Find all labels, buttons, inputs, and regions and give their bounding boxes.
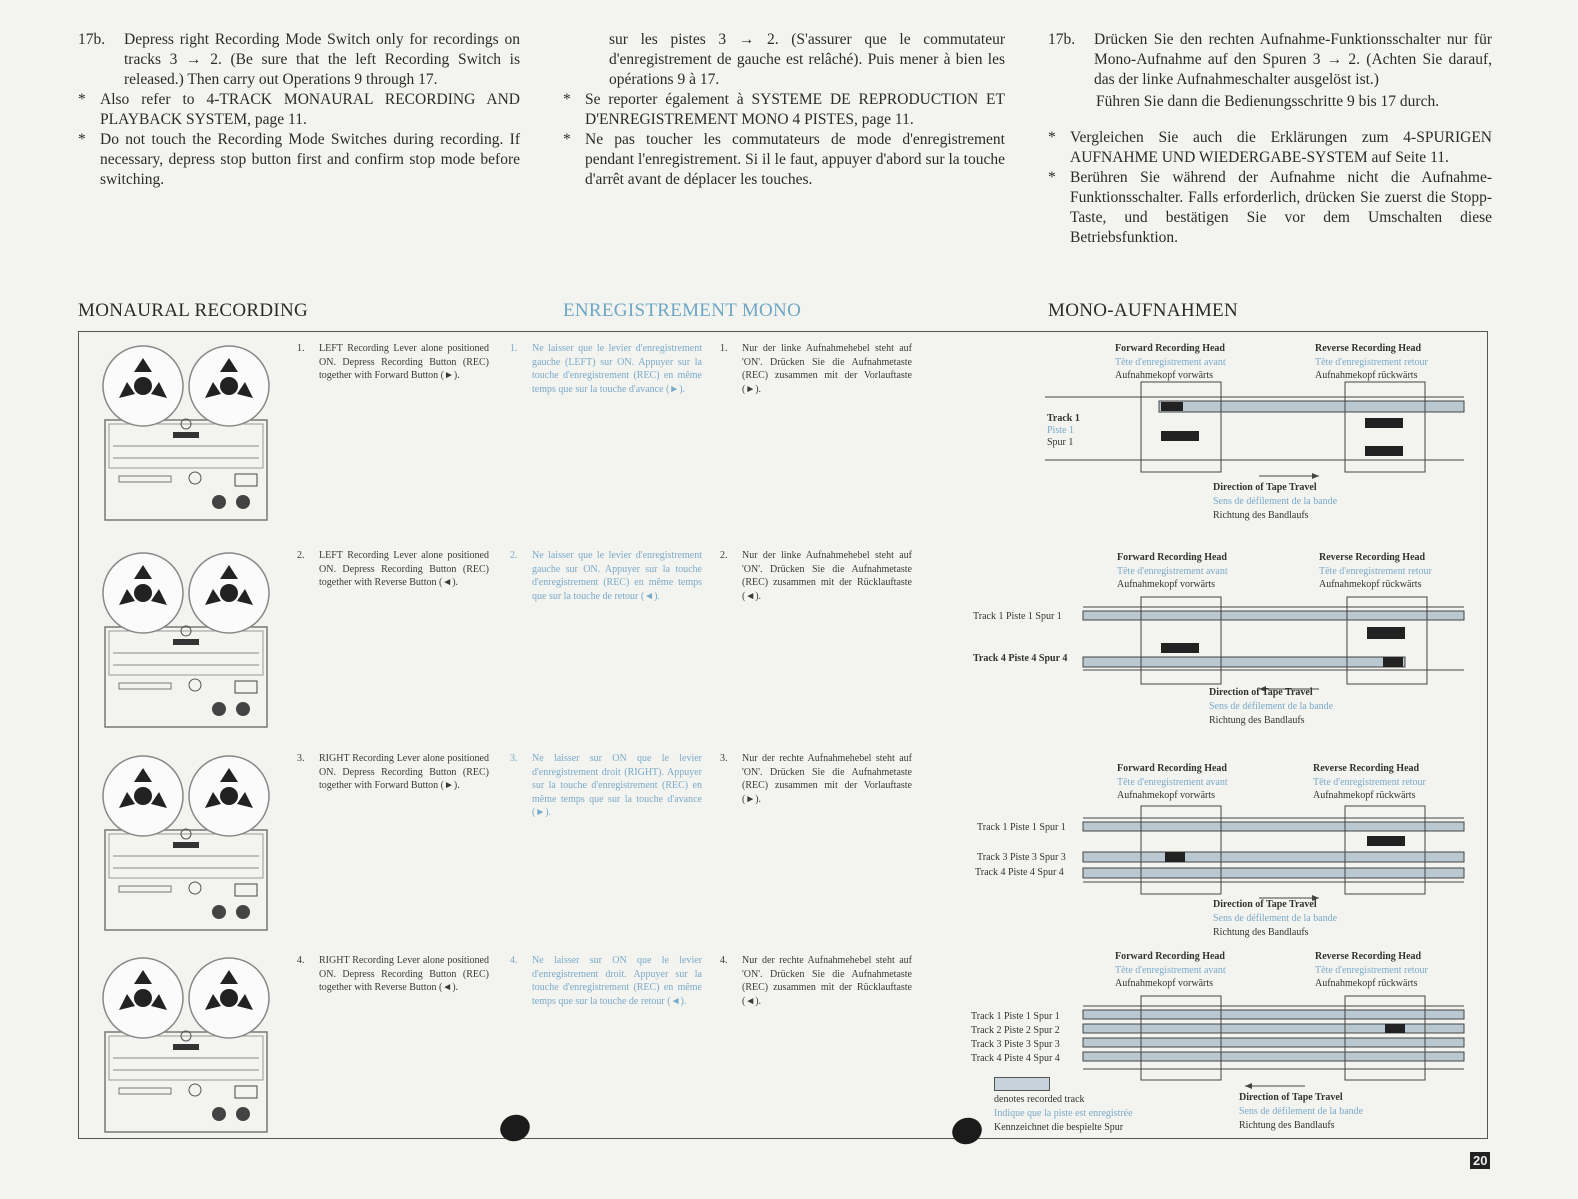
heading-en: MONAURAL RECORDING [78, 300, 309, 321]
step-2-fr: 2. Ne laisser que le levier d'enregistrement gauche sur ON. Appuyer sur la touche d'enregistrement (REC) en même temps que sur la touche de retour (◄). [510, 550, 702, 602]
german-column [1048, 30, 1492, 248]
note-de-1: * Vergleichen Sie auch die Erklärungen zum 4-SPURIGEN AUFNAHME UND WIEDERGABE-SYSTEM auf Seite 11. [1048, 128, 1492, 166]
step-17b-de-sub: Führen Sie dann die Bedienungsschritte 9 bis 17 durch. [1096, 93, 1440, 110]
tape-deck-illustration [95, 748, 277, 938]
tape-deck-illustration [95, 950, 277, 1140]
step-4-de: 4. Nur der rechte Aufnahmehebel steht auf 'ON'. Drücken Sie die Aufnahmetaste (REC) zusammen mit der Rücklauftaste (◄). [720, 955, 912, 1007]
french-column [563, 30, 1005, 190]
track-diagram-3: Forward Recording Head Tête d'enregistrement avant Aufnahmekopf vorwärts Reverse Recording Head Tête d'enregistrement retour Aufnahmekopf rückwärts Track 1 Piste 1 Spur 1 Track 3 Piste 3 Spur 3 Track 4 Piste 4 Spur 4 Direction of Tape Travel Sens de défilement de la bande Richtung des Bandlaufs [959, 742, 1487, 942]
track-diagram-2: Forward Recording Head Tête d'enregistrement avant Aufnahmekopf vorwärts Reverse Recording Head Tête d'enregistrement retour Aufnahmekopf rückwärts Track 1 Piste 1 Spur 1 Track 4 Piste 4 Spur 4 Direction of Tape Travel Sens de défilement de la bande Richtung des Bandlaufs [959, 539, 1487, 739]
heading-fr: ENREGISTREMENT MONO [563, 300, 802, 321]
track-diagram-1: Forward Recording Head Tête d'enregistrement avant Aufnahmekopf vorwärts Reverse Recording Head Tête d'enregistrement retour Aufnahmekopf rückwärts Track 1 Piste 1 Spur 1 Direction of Tape Travel Sens de défilement de la bande Richtung des Bandlaufs [959, 332, 1487, 532]
legend-de: Kennzeichnet die bespielte Spur [994, 1122, 1124, 1133]
note-de-2: * Berühren Sie während der Aufnahme nicht die Aufnahme-Funktionsschalter. Falls erforderlich, drücken Sie zuerst die Stopp-Taste, und bestätigen Sie vor dem Umschalten diese Betriebsfunktion. [1048, 168, 1492, 246]
step-row-4 [79, 944, 1487, 1144]
step-17b-en: 17b. Depress right Recording Mode Switch only for recordings on tracks 3 → 2. (Be sure that the left Recording Switch is released.) Then carry out Operations 9 through 17. [78, 31, 520, 88]
step-2-en: 2. LEFT Recording Lever alone positioned ON. Depress Recording Button (REC) together with Reverse Button (◄). [297, 550, 489, 588]
step-1-de: 1. Nur der linke Aufnahmehebel steht auf 'ON'. Drücken Sie die Aufnahmetaste (REC) zusammen mit der Vorlauftaste (►). [720, 343, 912, 395]
step-4-en: 4. RIGHT Recording Lever alone positioned ON. Depress Recording Button (REC) together with Reverse Button (◄). [297, 955, 489, 993]
step-3-fr: 3. Ne laisser sur ON que le levier d'enregistrement droit (RIGHT). Appuyer sur la touche d'enregistrement (REC) en même temps que sur la touche d'avance (►). [510, 753, 702, 818]
legend-fr: Indique que la piste est enregistrée [994, 1108, 1133, 1119]
step-17b-fr-continued: sur les pistes 3 → 2. (S'assurer que le commutateur d'enregistrement de gauche est relâché). Puis mener à bien les opérations 9 à 17. [609, 31, 1005, 88]
step-1-en: 1. LEFT Recording Lever alone positioned ON. Depress Recording Button (REC) together with Forward Button (►). [297, 343, 489, 381]
step-3-en: 3. RIGHT Recording Lever alone positioned ON. Depress Recording Button (REC) together with Forward Button (►). [297, 753, 489, 791]
note-en-2: * Do not touch the Recording Mode Switches during recording. If necessary, depress stop button first and confirm stop mode before switching. [78, 131, 520, 188]
step-3-de: 3. Nur der rechte Aufnahmehebel steht auf 'ON'. Drücken Sie die Aufnahmetaste (REC) zusammen mit der Vorlauftaste (►). [720, 753, 912, 805]
note-fr-2: * Ne pas toucher les commutateurs de mode d'enregistrement pendant l'enregistrement. Si il le faut, appuyer d'abord sur la touche d'arrêt avant de déplacer les touches. [563, 131, 1005, 188]
step-row-3 [79, 742, 1487, 942]
heading-de: MONO-AUFNAHMEN [1048, 300, 1238, 321]
step-1-fr: 1. Ne laisser que le levier d'enregistrement gauche (LEFT) sur ON. Appuyer sur la touche d'enregistrement (REC) en même temps que sur la touche d'avance (►). [510, 343, 702, 395]
english-column [78, 30, 520, 190]
page-number: 20 [1470, 1152, 1490, 1169]
step-row-2 [79, 539, 1487, 739]
legend-en: denotes recorded track [994, 1094, 1085, 1105]
note-en-1: * Also refer to 4-TRACK MONAURAL RECORDING AND PLAYBACK SYSTEM, page 11. [78, 91, 520, 128]
tape-deck-illustration [95, 545, 277, 735]
tape-deck-illustration [95, 338, 277, 528]
recorded-track-swatch [994, 1077, 1050, 1091]
step-2-de: 2. Nur der linke Aufnahmehebel steht auf 'ON'. Drücken Sie die Aufnahmetaste (REC) zusammen mit der Rücklauftaste (◄). [720, 550, 912, 602]
step-17b-de: 17b. Drücken Sie den rechten Aufnahme-Funktionsschalter nur für Mono-Aufnahme auf den Spuren 3 → 2. (Achten Sie darauf, das der linke Aufnahmeschalter ausgelöst ist.) [1048, 31, 1492, 88]
track-diagram-4: Forward Recording Head Tête d'enregistrement avant Aufnahmekopf vorwärts Reverse Recording Head Tête d'enregistrement retour Aufnahmekopf rückwärts Track 1 Piste 1 Spur 1 Track 2 Piste 2 Spur 2 Track 3 Piste 3 Spur 3 Track 4 Piste 4 Spur 4 Direction of Tape Travel Sens de défilement de la bande Richtung des Bandlaufs [959, 944, 1487, 1144]
note-fr-1: * Se reporter également à SYSTEME DE REPRODUCTION ET D'ENREGISTREMENT MONO 4 PISTES, page 11. [563, 91, 1005, 128]
step-row-1 [79, 332, 1487, 532]
instruction-panel [78, 331, 1488, 1139]
step-4-fr: 4. Ne laisser sur ON que le levier d'enregistrement droit. Appuyer sur la touche d'enregistrement (REC) en même temps que sur la touche de retour (◄). [510, 955, 702, 1007]
